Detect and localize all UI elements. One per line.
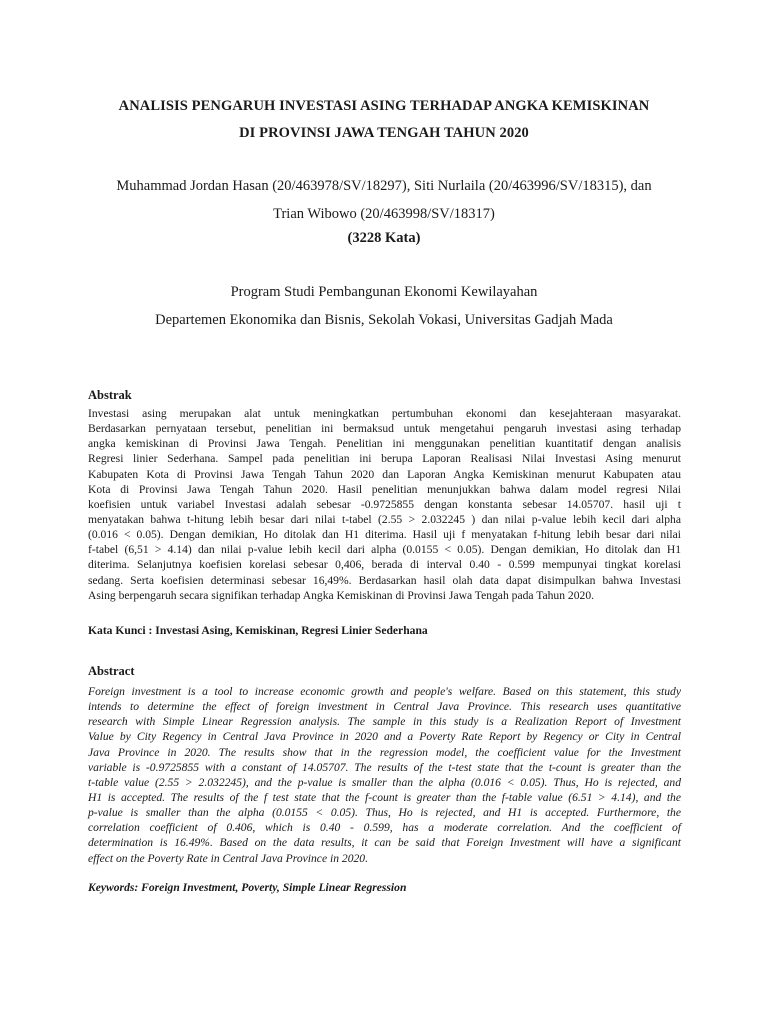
authors-line-2: Trian Wibowo (20/463998/SV/18317) <box>273 206 495 222</box>
abstrak-line: diterima. Selanjutnya koefisien korelasi sebesar 0,406, berada di interval 0.40 - 0.599 mempunyai tingkat korelasi <box>88 558 681 572</box>
abstract-line: p-value is smaller than the alpha (0.0155 < 0.05). Thus, Ho is rejected, and H1 is accepted. Furthermore, the <box>88 806 681 820</box>
abstract-heading: Abstract <box>88 664 135 678</box>
abstrak-line: Asing berpengaruh secara signifikan terhadap Angka Kemiskinan di Provinsi Jawa Tengah pada Tahun 2020. <box>88 588 595 602</box>
abstract-line: t-table value (2.55 > 2.032245), and the p-value is smaller than the alpha (0.016 < 0.05). Thus, Ho is rejected, and <box>88 775 681 789</box>
abstrak-line: f-tabel (6,51 > 4.14) dan nilai p-value lebih kecil dari alpha (0.0155 < 0.05). Dengan demikian, Ho ditolak dan H1 <box>88 543 681 557</box>
abstrak-line: angka kemiskinan di Provinsi Jawa Tengah. Penelitian ini menggunakan penelitian kuantitatif dengan analisis <box>88 437 681 451</box>
abstrak-line: Berdasarkan pernyataan tersebut, penelitian ini bermaksud untuk mengetahui pengaruh investasi asing terhadap <box>88 422 681 436</box>
abstrak-line: Kota di Provinsi Jawa Tengah Tahun 2020. Hasil penelitian menunjukkan bahwa dalam model regresi Nilai <box>88 482 681 496</box>
abstract-line: Foreign investment is a tool to increase economic growth and people's welfare. Based on this statement, this study <box>88 685 681 698</box>
abstrak-heading: Abstrak <box>88 388 132 402</box>
abstrak-line: Regresi linier Sederhana. Sampel pada penelitian ini berupa Laporan Realisasi Nilai Investasi Asing menurut <box>88 452 681 466</box>
abstrak-line: Kabupaten Kota di Provinsi Jawa Tengah Tahun 2020 dan Laporan Angka Kemiskinan menurut Kabupaten atau <box>88 467 681 481</box>
abstract-line: Java Province in 2020. The results show that in the regression model, the coefficient value for the Investment <box>88 745 681 759</box>
title-line-1: ANALISIS PENGARUH INVESTASI ASING TERHADAP ANGKA KEMISKINAN <box>118 98 650 114</box>
abstrak-body <box>88 406 681 603</box>
abstrak-line: sedang. Serta koefisien determinasi sebesar 16,49%. Berdasarkan hasil olah data dapat disimpulkan bahwa Investasi <box>88 573 681 587</box>
abstrak-line: koefisien untuk variabel Investasi adalah sebesar -0.9725855 dengan konstanta sebesar 14.05707. hasil uji t <box>88 497 681 511</box>
affiliation <box>60 278 708 334</box>
department: Departemen Ekonomika dan Bisnis, Sekolah Vokasi, Universitas Gadjah Mada <box>155 312 613 328</box>
abstract-line: determination is 16.49%. Based on the data results, it can be said that Foreign Investment will have a significant <box>88 836 681 850</box>
word-count: (3228 Kata) <box>347 230 421 246</box>
abstract-line: variable is -0.9725855 with a constant of 14.05707. The results of the t-test state that the t-count is greater than the <box>88 760 681 774</box>
authors-line-1: Muhammad Jordan Hasan (20/463978/SV/18297), Siti Nurlaila (20/463996/SV/18315), dan <box>116 178 652 194</box>
abstract-line: Value by City Regency in Central Java Province in 2020 and a Poverty Rate Report by Regency or City in Central <box>88 730 681 744</box>
paper-title <box>60 93 708 147</box>
abstract-body <box>88 684 681 866</box>
keywords: Keywords: Foreign Investment, Poverty, Simple Linear Regression <box>88 881 407 894</box>
abstract-line: correlation coefficient of 0.406, which is 0.40 - 0.599, has a moderate correlation. And the coefficient of <box>88 821 681 835</box>
title-line-2: DI PROVINSI JAWA TENGAH TAHUN 2020 <box>239 125 529 141</box>
abstrak-line: menyatakan bahwa t-hitung lebih besar dari nilai t-tabel (2.55 > 2.032245 ) dan nilai p-value lebih kecil dari alpha <box>88 512 681 526</box>
author-list <box>60 172 708 228</box>
abstract-line: H1 is accepted. The results of the f test state that the f-count is greater than the f-table value (6.51 > 4.14), and the <box>88 790 681 804</box>
kata-kunci: Kata Kunci : Investasi Asing, Kemiskinan, Regresi Linier Sederhana <box>88 624 428 637</box>
abstract-line: effect on the Poverty Rate in Central Java Province in 2020. <box>88 851 368 865</box>
abstract-line: research with Simple Linear Regression analysis. The sample in this study is a Realization Report of Investment <box>88 715 681 729</box>
abstrak-line: (0.016 < 0.05). Dengan demikian, Ho ditolak dan H1 diterima. Hasil uji f menyatakan f-hitung lebih besar dari nilai <box>88 528 681 542</box>
study-program: Program Studi Pembangunan Ekonomi Kewilayahan <box>230 284 538 300</box>
abstrak-line: Investasi asing merupakan alat untuk meningkatkan pertumbuhan ekonomi dan kesejahteraan masyarakat. <box>88 407 681 420</box>
abstract-line: intends to determine the effect of foreign investment in Central Java Province. This research uses quantitative <box>88 700 681 714</box>
